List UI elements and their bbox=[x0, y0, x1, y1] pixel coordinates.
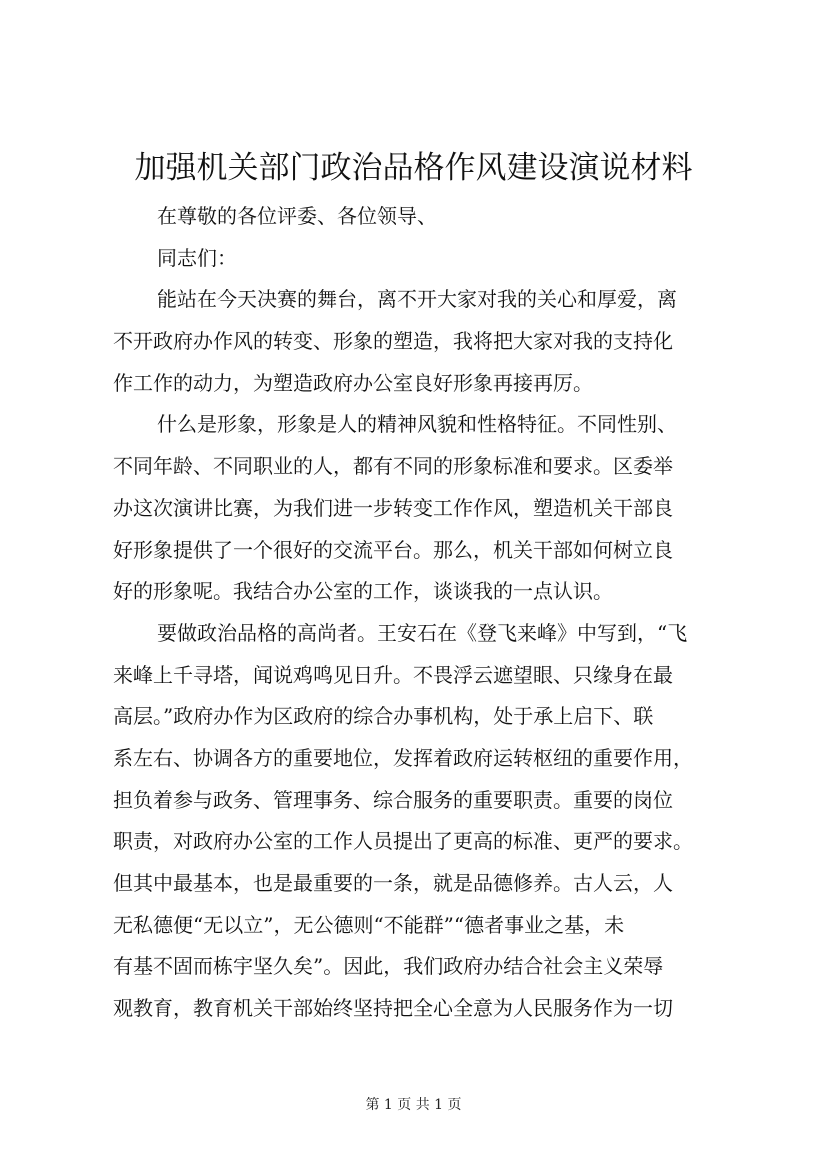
paragraph-line: 不同年龄、不同职业的人，都有不同的形象标准和要求。区委举 bbox=[113, 454, 673, 479]
page-number-footer: 第 1 页 共 1 页 bbox=[365, 1097, 462, 1113]
paragraph-line: 不开政府办作风的转变、形象的塑造，我将把大家对我的支持化 bbox=[113, 329, 673, 354]
paragraph-line: 要做政治品格的高尚者。王安石在《登飞来峰》中写到，“飞 bbox=[157, 620, 688, 645]
paragraph-line: 无私德便“无以立”，无公德则“不能群”“德者事业之基，未 bbox=[113, 912, 625, 937]
paragraph-line: 好的形象呢。我结合办公室的工作，谈谈我的一点认识。 bbox=[113, 579, 613, 604]
paragraph-line: 办这次演讲比赛，为我们进一步转变工作作风，塑造机关干部良 bbox=[113, 495, 673, 520]
paragraph-line: 但其中最基本，也是最重要的一条，就是品德修养。古人云，人 bbox=[113, 871, 673, 895]
paragraph-line: 什么是形象，形象是人的精神风貌和性格特征。不同性别、 bbox=[157, 412, 677, 437]
paragraph-line: 有基不固而栋宇坚久矣”。因此，我们政府办结合社会主义荣辱 bbox=[113, 954, 664, 979]
document-body bbox=[113, 196, 735, 1030]
paragraph-line: 能站在今天决赛的舞台，离不开大家对我的关心和厚爱，离 bbox=[157, 287, 677, 312]
salutation-line: 在尊敬的各位评委、各位领导、 bbox=[157, 204, 437, 228]
paragraph-line: 来峰上千寻塔，闻说鸡鸣见日升。不畏浮云遮望眼、只缘身在最 bbox=[113, 662, 673, 687]
paragraph-line: 高层。”政府办作为区政府的综合办事机构，处于承上启下、联 bbox=[113, 704, 654, 729]
salutation-line: 同志们： bbox=[157, 245, 237, 270]
paragraph-line: 职责，对政府办公室的工作人员提出了更高的标准、更严的要求。 bbox=[113, 829, 693, 854]
paragraph-line: 担负着参与政务、管理事务、综合服务的重要职责。重要的岗位 bbox=[113, 787, 673, 812]
paragraph-line: 系左右、协调各方的重要地位，发挥着政府运转枢纽的重要作用， bbox=[113, 745, 693, 770]
document-title: 加强机关部门政治品格作风建设演说材料 bbox=[134, 150, 693, 186]
paragraph-line: 作工作的动力，为塑造政府办公室良好形象再接再厉。 bbox=[113, 370, 593, 395]
paragraph-line: 好形象提供了一个很好的交流平台。那么，机关干部如何树立良 bbox=[113, 537, 673, 562]
paragraph-line: 观教育，教育机关干部始终坚持把全心全意为人民服务作为一切 bbox=[113, 996, 673, 1021]
